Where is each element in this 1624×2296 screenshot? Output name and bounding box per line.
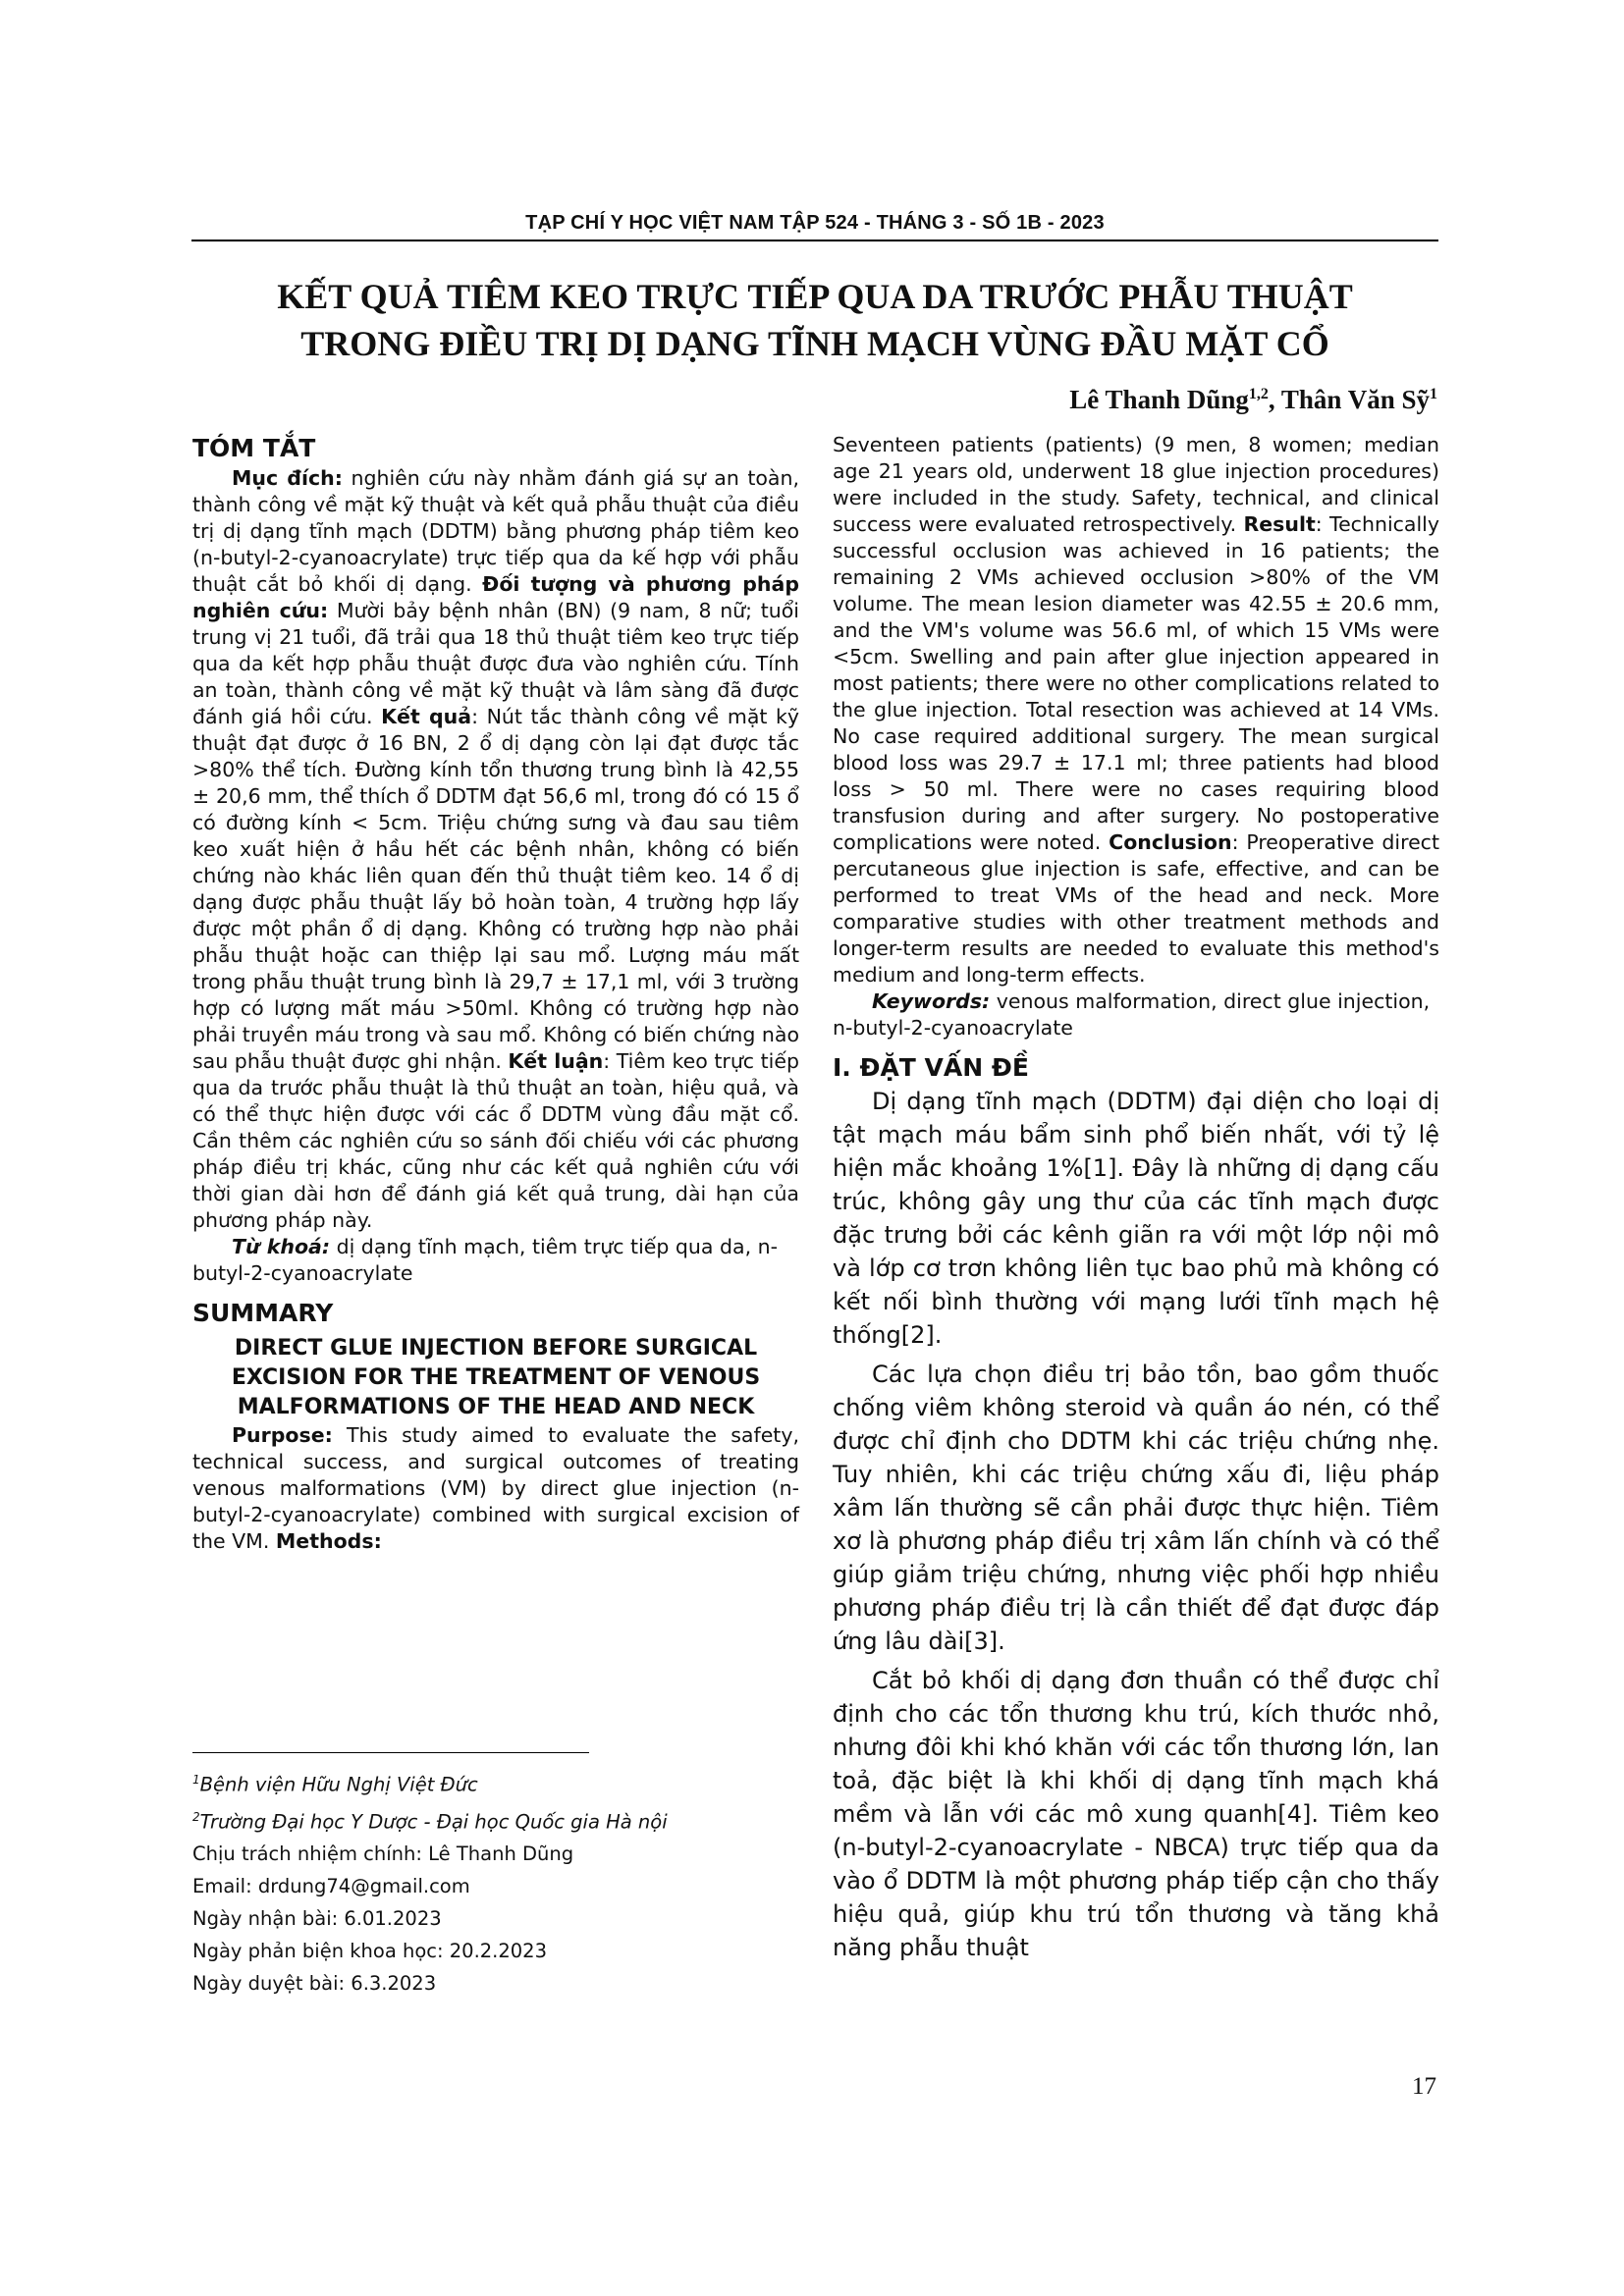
affiliation-sup: 2 (192, 1809, 200, 1824)
purpose-text: nghiên cứu này nhằm đánh giá sự an toàn, thành công về mặt kỹ thuật và kết quả phẫu thuật của điều trị dị dạng tĩnh mạch (DDTM) bằng phương pháp tiêm keo (n-butyl-2-cyanoacrylate) trực tiếp qua da kế hợp với phẫu thuật cắt bỏ khối dị dạng. (192, 466, 799, 596)
methods-label-en: Methods: (275, 1529, 382, 1553)
reviewed-date: Ngày phản biện khoa học: 20.2.2023 (192, 1940, 547, 1962)
author-affiliation-sup: 1 (1430, 386, 1437, 402)
affiliation-1 (192, 1764, 782, 1801)
result-text-en: : Technically successful occlusion was achieved in 16 patients; the remaining 2 VMs achieved occlusion >80% of the VM volume. The mean lesion diameter was 42.55 ± 20.6 mm, and the VM's volume was 56.6 ml, of which 15 VMs were <5cm. Swelling and pain after glue injection appeared in most patients; there were no other complications related to the glue injection. Total resection was achieved at 14 VMs. No case required additional surgery. The mean surgical blood loss was 29.7 ± 17.1 ml; three patients had blood loss > 50 ml. There were no cases requiring blood transfusion during and after surgery. No postoperative complications were noted. (833, 512, 1439, 854)
page-number: 17 (1412, 2073, 1436, 2100)
intro-paragraph-2: Các lựa chọn điều trị bảo tồn, bao gồm thuốc chống viêm không steroid và quần áo nén, có thể được chỉ định cho DDTM khi các triệu chứng nhẹ. Tuy nhiên, khi các triệu chứng xấu đi, liệu pháp xâm lấn thường sẽ cần phải được thực hiện. Tiêm xơ là phương pháp điều trị xâm lấn chính và có thể giúp giảm triệu chứng, nhưng việc phối hợp nhiều phương pháp điều trị là cần thiết để đạt được đáp ứng lâu dài[3]. (833, 1361, 1439, 1655)
header-rule (191, 240, 1438, 241)
keywords-text-en: venous malformation, direct glue injection, n-butyl-2-cyanoacrylate (833, 989, 1431, 1040)
result-label-en: Result (1243, 512, 1316, 536)
purpose-text-en: This study aimed to evaluate the safety, technical success, and surgical outcomes of treating venous malformations (VM) by direct glue injection (n-butyl-2-cyanoacrylate) combined with surgical excision of the VM. (192, 1423, 799, 1553)
conclusion-text-en: : Preoperative direct percutaneous glue injection is safe, effective, and can be performed to treat VMs of the head and neck. More comparative studies with other treatment methods and longer-term results are needed to evaluate this method's medium and long-term effects. (833, 830, 1439, 987)
results-text: : Nút tắc thành công về mặt kỹ thuật đạt được ở 16 BN, 2 ổ dị dạng còn lại đạt được tắc >80% thể tích. Đường kính tổn thương trung bình là 42,55 ± 20,6 mm, thể thích ổ DDTM đạt 56,6 ml, trong đó có 15 ổ có đường kính < 5cm. Triệu chứng sưng và đau sau tiêm keo xuất hiện ở hầu hết các bệnh nhân, không có biến chứng nào khác liên quan đến thủ thuật tiêm keo. 14 ổ dị dạng được phẫu thuật lấy bỏ hoàn toàn, 4 trường hợp lấy được một phần ổ dị dạng. Không có trường hợp nào phải phẫu thuật hoặc can thiệp lại sau mổ. Lượng máu mất trong phẫu thuật trung bình là 29,7 ± 17,1 ml, với 3 trường hợp có lượng mất máu >50ml. Không có trường hợp nào phải truyền máu trong và sau mổ. Không có biến chứng nào sau phẫu thuật được ghi nhận. (192, 705, 800, 1073)
methods-label: Đối tượng và phương pháp nghiên cứu: (192, 572, 799, 622)
summary-heading: SUMMARY (192, 1299, 334, 1327)
results-label: Kết quả (381, 705, 472, 728)
intro-paragraph-1: Dị dạng tĩnh mạch (DDTM) đại diện cho loại dị tật mạch máu bẩm sinh phổ biến nhất, với tỷ lệ hiện mắc khoảng 1%[1]. Đây là những dị dạng cấu trúc, không gây ung thư của các tĩnh mạch được đặc trưng bởi các kênh giãn ra với một lớp nội mô và lớp cơ trơn không liên tục bao phủ mà không có kết nối bình thường với mạng lưới tĩnh mạch hệ thống[2]. (833, 1088, 1439, 1349)
title-line-1: KẾT QUẢ TIÊM KEO TRỰC TIẾP QUA DA TRƯỚC PHẪU THUẬT (277, 277, 1353, 316)
methods-text: Mười bảy bệnh nhân (BN) (9 nam, 8 nữ; tuổi trung vị 21 tuổi, đã trải qua 18 thủ thuật tiêm keo trực tiếp qua da kết hợp phẫu thuật được đưa vào nghiên cứu. Tính an toàn, thành công về mặt kỹ thuật và lâm sàng đã được đánh giá hồi cứu. (192, 599, 799, 728)
title-line-2: TRONG ĐIỀU TRỊ DỊ DẠNG TĨNH MẠCH VÙNG ĐẦU MẶT CỔ (300, 324, 1329, 363)
affiliation-text: Bệnh viện Hữu Nghị Việt Đức (199, 1773, 478, 1796)
section-heading: I. ĐẶT VẤN ĐỀ (833, 1053, 1029, 1082)
keywords-text: dị dạng tĩnh mạch, tiêm trực tiếp qua da, n-butyl-2-cyanoacrylate (192, 1235, 778, 1285)
author-list (1069, 385, 1437, 415)
conclusion-label: Kết luận (508, 1049, 604, 1073)
corresponding-author: Chịu trách nhiệm chính: Lê Thanh Dũng (192, 1842, 574, 1865)
author-separator: , (1268, 385, 1281, 414)
conclusion-text: : Tiêm keo trực tiếp qua da trước phẫu thuật là thủ thuật an toàn, hiệu quả, và có thể thực hiện được với các ổ DDTM vùng đầu mặt cổ. Cần thêm các nghiên cứu so sánh đối chiếu với các phương pháp điều trị khác, cũng như các kết quả nghiên cứu với thời gian dài hơn để đánh giá kết quả trung, dài hạn của phương pháp này. (192, 1049, 800, 1232)
abstract-vi-paragraph (192, 465, 799, 1234)
keywords-vi (192, 1234, 799, 1287)
keywords-label-en: Keywords: (872, 989, 991, 1013)
author-affiliation-sup: 1,2 (1248, 386, 1269, 402)
author-name: Thân Văn Sỹ (1280, 385, 1430, 414)
purpose-label-en: Purpose: (232, 1423, 333, 1447)
article-title (191, 273, 1438, 367)
summary-title: DIRECT GLUE INJECTION BEFORE SURGICAL EXCISION FOR THE TREATMENT OF VENOUS MALFORMATIONS OF THE HEAD AND NECK (231, 1336, 761, 1419)
methods-text-en: Seventeen patients (patients) (9 men, 8 women; median age 21 years old, underwent 18 glue injection procedures) were included in the study. Safety, technical, and clinical success were evaluated retrospectively. (833, 433, 1439, 536)
keywords-label: Từ khoá: (232, 1235, 331, 1258)
email: Email: drdung74@gmail.com (192, 1875, 470, 1897)
left-column (192, 432, 799, 1555)
affiliation-text: Trường Đại học Y Dược - Đại học Quốc gia Hà nội (199, 1810, 668, 1833)
running-header: TẠP CHÍ Y HỌC VIỆT NAM TẬP 524 - THÁNG 3 - SỐ 1B - 2023 (525, 212, 1105, 234)
affiliation-2 (192, 1801, 782, 1839)
footnotes (192, 1764, 782, 2000)
author-name: Lê Thanh Dũng (1069, 385, 1249, 414)
conclusion-label-en: Conclusion (1109, 830, 1232, 854)
affiliation-sup: 1 (192, 1773, 200, 1787)
intro-paragraph-3: Cắt bỏ khối dị dạng đơn thuần có thể được chỉ định cho các tổn thương khu trú, kích thước nhỏ, nhưng đôi khi khó khăn với các tổn thương lớn, lan toả, đặc biệt là khi khối dị dạng tĩnh mạch khá mềm và lẫn với các mô xung quanh[4]. Tiêm keo (n-butyl-2-cyanoacrylate - NBCA) trực tiếp qua da vào ổ DDTM là một phương pháp tiếp cận cho thấy hiệu quả, giúp khu trú tổn thương và tăng khả năng phẫu thuật (833, 1667, 1439, 1961)
received-date: Ngày nhận bài: 6.01.2023 (192, 1907, 442, 1930)
abstract-en-part2 (833, 432, 1439, 988)
accepted-date: Ngày duyệt bài: 6.3.2023 (192, 1972, 437, 1995)
footnote-rule (192, 1752, 589, 1753)
keywords-en (833, 988, 1439, 1041)
abstract-en-part1 (192, 1422, 799, 1555)
abstract-heading: TÓM TẮT (192, 434, 316, 462)
purpose-label: Mục đích: (232, 466, 343, 490)
right-column (833, 432, 1439, 1964)
